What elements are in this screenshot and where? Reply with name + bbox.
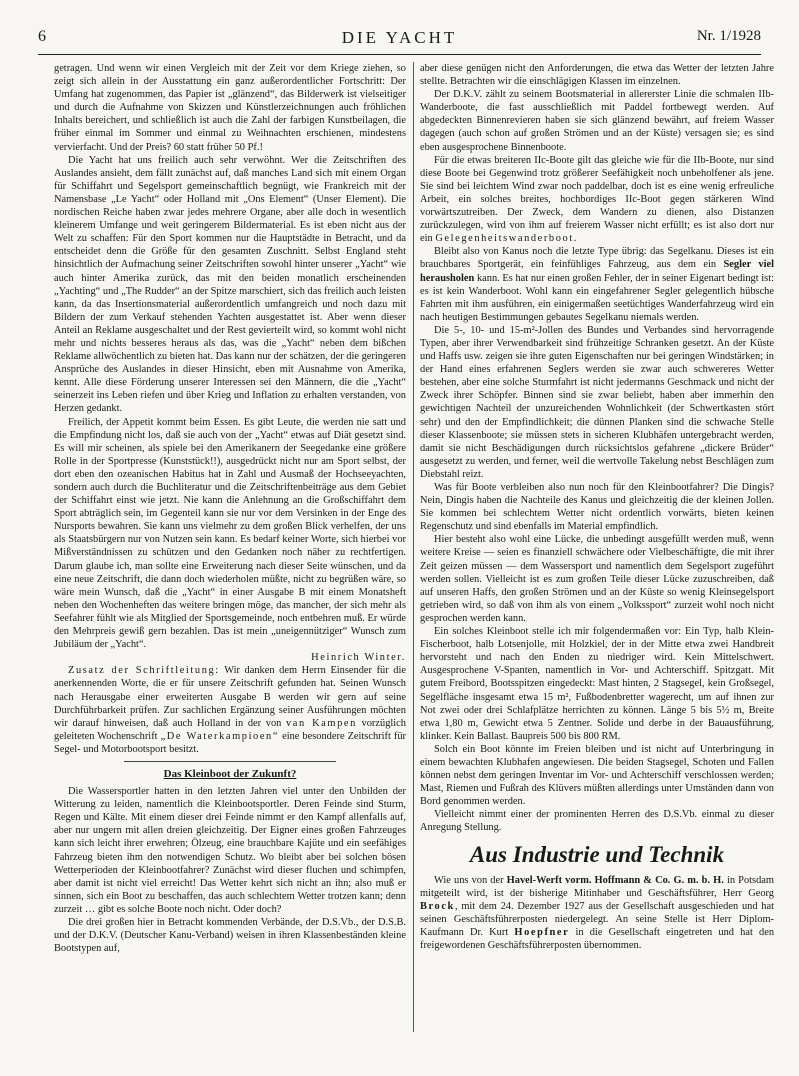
- paragraph: [420, 874, 774, 953]
- editorial-note-text: Wir danken dem Herrn Einsender für die anerkennenden Worte, die er für unsere Zeitschrift gefunden hat. Seinen Wunsch nach Herausgabe einer erweiterten Ausgabe B werden wir gern auf seine Durchführbarkeit prüfen. Zur sachlichen Ergänzung seiner Ausführungen möchten wir darauf hinweisen, daß auch Holland in der von: [54, 665, 406, 729]
- spaced-term: Gelegenheitswanderboot.: [435, 233, 579, 245]
- paragraph-text: Wie uns von der: [434, 874, 504, 886]
- author-signature: Heinrich Winter.: [311, 652, 406, 664]
- paragraph: Der D.K.V. zählt zu seinem Bootsmaterial in allererster Linie die schmalen IIb-Wanderboote, die fast ausschließlich mit Paddel fortbewegt werden. Auf abgedeckten Binnenrevieren haben sie sich glänzend bewährt, auf freiem Wasser dagegen (auch schon auf großen Strömen und an der Küste) versagen sie; es sind eben ausgesprochene Binnenboote.: [420, 89, 774, 153]
- paragraph: Die drei großen hier in Betracht kommenden Verbände, der D.S.Vb., der D.S.B. und der D.K.V. (Deutscher Kanu-Verband) weisen in ihren Klassenbeständen kleine Bootstypen auf,: [54, 917, 406, 955]
- paragraph: Hier besteht also wohl eine Lücke, die unbedingt ausgefüllt werden muß, wenn weitere Kreise — seien es finanziell schwächere oder Vielbeschäftigte, die mit ihrer Zeit geizen müssen — dem Wassersport und namentlich dem Segelsport zugeführt werden sollen. Vielleicht ist es zum großen Teile dieser Lücke zuzuschreiben, daß auf unseren Haffs, den großen Strömen und an der Küste so wenig Kleinsegelsport getrieben wird, so daß von ihm als von einem „Volkssport“ zurzeit wohl noch nicht gesprochen werden kann.: [420, 534, 774, 624]
- paragraph-text: , mit dem 24. Dezember 1927 aus der Gesellschaft ausgeschieden und hat seinen Geschäftsführerposten niedergelegt. An seine Stelle ist Herr Diplom-Kaufmann Dr. Kurt: [420, 900, 774, 938]
- magazine-name: „De Waterkampioen“: [160, 730, 280, 742]
- page-header: [38, 28, 761, 54]
- left-column: [54, 62, 406, 1068]
- paragraph: Solch ein Boot könnte im Freien bleiben und ist nicht auf Unterbringung in einem bewachten Klubhafen angewiesen. Die beiden Stagsegel, Schoten und Fallen können nebst dem geringen Inventar im Vor- und Achterschiff verschlossen werden; Mast, Riemen und Fußrah des Klüvers müßten allerdings unter Umständen dann von Bord genommen werden.: [420, 743, 774, 808]
- section-divider: [124, 761, 335, 762]
- section-title: Das Kleinboot der Zukunft?: [163, 767, 297, 780]
- paragraph-text: in die Gesellschaft eingetreten und hat den freigewordenen Geschäftsführerposten übernommen.: [420, 926, 774, 951]
- paragraph: getragen. Und wenn wir einen Vergleich mit der Zeit vor dem Kriege ziehen, so zeigt sich allein in der Ausstattung ein ganz außerordentlicher Fortschritt: Der Umfang hat zugenommen, das Papier ist „glänzend“, das Bilderwerk ist vielseitiger und durch die Aufnahme von Skizzen und Künstlerzeichnungen auch fröhlichen Inhalts bereichert, und schließlich ist auch die Zahl der farbigen Kunstbeilagen, die früher einmal im Sommer und einmal zu Weihnachten erschienen, mindestens vervierfacht. Und der Preis? 60 statt früher 50 Pf.!: [54, 63, 406, 153]
- paragraph: [420, 245, 774, 324]
- company-name: Havel-Werft vorm. Hoffmann & Co. G. m. b. H.: [506, 874, 724, 886]
- section-title: Aus Industrie und Technik: [469, 841, 725, 867]
- issue-number: Nr. 1/1928: [696, 28, 761, 44]
- paragraph: Was für Boote verbleiben also nun noch für den Kleinbootfahrer? Die Dingis? Nein, Dingis haben die Nachteile des Kanus und gleichzeitig die der kleinen Jollen. Sie kommen bei schlechtem Wetter nicht ordentlich vorwärts, bieten keinen Regenschutz und sind ebenfalls im Material empfindlich.: [420, 482, 774, 533]
- person-name: Brock: [420, 900, 455, 912]
- paragraph: Ein solches Kleinboot stelle ich mir folgendermaßen vor: Ein Typ, halb Klein-Fischerboot, halb Lotsenjolle, mit Holzkiel, der in der Mitte etwa zwei Handbreit hervorsteht und nach den Enden zu niedriger wird. Kein Mittelschwert. Ausgesprochene V-Spanten, namentlich in Vor- und Achterschiff. Spitzgatt. Mit gutem Freibord, Bootsspitzen eingedeckt: Mast hinten, 2 Stagsegel, kein Großsegel, Segelfläche insgesamt etwa 15 m², Fußbodenbretter wagerecht, um auf ihnen zur Not zwei oder drei Schlafplätze herrichten zu können. Länge 5 bis 5½ m, Breite etwa 1,80 m, Gewicht etwa 5 Zentner. Solide und derbe in der Bauausführung, klinker. Kein Ballast. Baupreis 500 bis 800 RM.: [420, 626, 774, 742]
- paragraph-text: Bleibt also von Kanus noch die letzte Type übrig: das Segelkanu. Dieses ist ein brauchbares Sportgerät, ein feinfühliges Fahrzeug, aus dem ein: [420, 246, 774, 271]
- page-number: 6: [38, 28, 46, 45]
- paragraph: Vielleicht nimmt einer der prominenten Herren des D.S.Vb. einmal zu dieser Anregung Stellung.: [420, 809, 774, 834]
- bold-phrase: Segler viel herausholen: [420, 259, 774, 284]
- paragraph: Die 5-, 10- und 15-m²-Jollen des Bundes und Verbandes sind hervorragende Typen, aber ihrer Verwendbarkeit sind frühzeitige Schranken gesetzt. An der Küste und Haffs usw. zeigen sie ihre guten Eigenschaften nur bei geringen Windstärken; in der Hand eines erfahrenen Seglers werden sie zwar auch schwereres Wetter bestehen, aber eine solche Sturmfahrt ist nicht jedermanns Geschmack und nicht der Zweck ihrer Schöpfer. Binnen sind sie zwar beliebt, haben aber immerhin den gewichtigen Nachteil der unzureichenden Wohnlichkeit (der Schwertkasten stört sehr) und den der Empfindlichkeit; die dünnen Planken sind die schwache Stelle dieser Klassenboote; sie müssen stets in sicheren Klubhäfen untergebracht werden, damit sie nicht Beschädigungen durch rücksichtslos gefahrene „dickere Brüder“ ausgesetzt zu werden, und ferner, weil die wertvolle Takelung nebst Beschlägen zum Diebstahl reizt.: [420, 324, 774, 480]
- journal-title: DIE YACHT: [341, 28, 458, 47]
- header-rule: [38, 54, 761, 55]
- person-name: Hoepfner: [514, 926, 570, 938]
- editorial-note-label: Zusatz der Schriftleitung:: [68, 665, 220, 677]
- paragraph-text: Für die etwas breiteren IIc-Boote gilt das gleiche wie für die IIb-Boote, nur sind diese Boote bei Gegenwind trotz größerer Seefähigkeit noch unbeholfener als jene. Sie sind bei leichtem Wind zwar noch paddelbar, doch ist es eine wenig erfreuliche Arbeit, ein solches breites, hochbordiges IIc-Boot gegen stärkeren Wind vorwärtszutreiben. Der Zweck, dem Wandern zu dienen, also Distanzen zurückzulegen, wird von ihm auf freierem Wasser nicht erfüllt; es ist also dort nur ein: [420, 154, 774, 245]
- column-divider: [413, 62, 414, 1032]
- editorial-note-text: eine besondere Zeitschrift für Segel- und Motorbootsport besitzt.: [54, 730, 406, 755]
- paragraph-text: in Potsdam mitgeteilt wird, ist der bisherige Mitinhaber und Geschäftsführer, Herr Georg: [420, 874, 774, 899]
- paragraph: Die Wassersportler hatten in den letzten Jahren viel unter den Unbilden der Witterung zu leiden, namentlich die Kleinbootsportler. Deren Feinde sind Sturm, Regen und Kälte. Mit einem dieser drei Feinde nimmt er den Kampf allenfalls auf, aber nur ungern mit allen dreien gleichzeitig. Der Eigner eines großen Fahrzeuges kann sich leicht ihrer erwehren; Ölzeug, eine brauchbare Kajüte und ein seefähiges Fahrzeug bieten ihm den notwendigen Schutz. Wo bleibt aber bei solchen bösen Wetterperioden der Kleinbootfahrer? Zunächst wird dieser fluchen und schimpfen, aber damit ist nicht viel erreicht! Das Wetter kehrt sich nicht an ihn; also muß er sinnen, sich ein Boot zu beschaffen, das auch schlechtem Wetter trotzen kann; denn zurzeit … gibt es solche Boote noch nicht. Oder doch?: [54, 786, 406, 915]
- paragraph: Freilich, der Appetit kommt beim Essen. Es gibt Leute, die werden nie satt und die Empfindung nicht los, daß sie auch von der „Yacht“ etwas auf Diät gesetzt sind. Es will mir scheinen, als spiele bei den Amerikanern der Seegedanke eine größere Rolle in der Sportpresse (Kunststück!!), ausgedrückt nicht nur am Sport selbst, der dort eben den ozeanischen Habitus hat in Zahl und Ausmaß der Hochseeyachten, sondern auch durch die Buchliteratur und die Zeitschriftenbeiträge aus dem Gebiet der Schiffahrt einst wie jetzt. Nie kann die Anlehnung an die Großschiffahrt dem Sport abträglich sein, im Gegenteil kann sie nur vor dem Versinken in der Enge des Nursports bewahren. Sie kann uns vielmehr zu dem großen Blick verhelfen, der uns als Staatsbürgern nur von Nutzen sein kann. Es bedarf keiner Worte, sich hierbei vor Mißverständnissen zu schützen und den Gedanken noch näher zu rechtfertigen. Darum glaube ich, man sollte eine Erweiterung nach dieser Seite wünschen, und da eine neue Zeitschrift, die dann doch wiederholen müßte, nicht zu begrüßen wäre, so wäre mein Wunsch, daß die „Yacht“ in einer Ausgabe B mit einem Monatsheft neben den Wochenheften das weitere bringen möge, das mancher, der sich mehr als Seefahrer fühlt wie als Mitglied der Sportsgemeinde, noch entbehren muß. Er würde den Mehrpreis gewiß gern bezahlen. Das ist mein „uneigennütziger“ Wunsch zum Jubiläum der „Yacht“.: [54, 416, 406, 651]
- editorial-note-text: vorzüglich geleiteten Wochenschrift: [54, 717, 406, 742]
- right-column: [420, 62, 774, 1068]
- editorial-note: [54, 664, 406, 756]
- paragraph: Die Yacht hat uns freilich auch sehr verwöhnt. Wer die Zeitschriften des Auslandes ansieht, dem fällt zunächst auf, daß manches Land sich mit einem Organ für Schiffahrt und Segelsport gemeinschaftlich begnügt, wie Frankreich mit der Namensbase „Le Yacht“ oder Holland mit „Ons Element“ (Unser Element). Die nordischen Reiche haben zwar jedes mehrere Organe, aber alle doch in wesentlich kleinerem Umfange und weit geringerem Bildermaterial. Es ist eben nicht aus der Welt zu schaffen: Für den Sport kommen nur die Hauptstädte in Betracht, und da entscheidet denn die Größe für den gesamten Zuschnitt. Selbst England steht hinsichtlich der Aufmachung seiner Zeitschriften sowohl hinter unserer „Yacht“ wie auch hinter Amerika zurück, das mit den beiden monatlich erscheinenden „Yachting“ und „The Rudder“ an der Spitze marschiert, sich das freilich auch leisten kann, da das Insertionsmaterial außerordentlich umfangreich und noch dazu mit Bildern der zum Verkauf stehenden Yachten ausgestattet ist. Aber wenn dieser Anteil an Reklame ausgeschaltet und der Rest gevierteilt wird, so kommt wohl nicht mehr und nichts besseres heraus als das, was die „Yacht“ neben dem bißchen Reklame allwöchentlich zu bieten hat. Das kann nur der schätzen, der die geringeren Ansprüche des Auslandes in dieser Hinsicht, eben mit Ausnahme von Amerika, kennt. Alle diese Förderung unserer Interessen sei den Männern, die die „Yacht“ seinerzeit ins Leben riefen und über Krieg und Inflation zu erhalten verstanden, von Herzen gedankt.: [54, 154, 406, 415]
- paragraph-text: kann. Es hat nur einen großen Fehler, der in seiner Eigenart bedingt ist: es ist kein Wanderboot. Wohl kann ein eingefahrener Segler gelegentlich hübsche Fahrten mit ihm ausführen, ein einigermaßen seetüchtiges Wanderfahrzeug wird ein nach heutigen Bestimmungen gebautes Segelkanu niemals werden.: [420, 272, 774, 323]
- person-name: van Kampen: [286, 717, 357, 729]
- paragraph: aber diese genügen nicht den Anforderungen, die etwa das Wetter der letzten Jahre stellte. Betrachten wir die einschlägigen Klassen im einzelnen.: [420, 63, 774, 88]
- paragraph: [420, 154, 774, 246]
